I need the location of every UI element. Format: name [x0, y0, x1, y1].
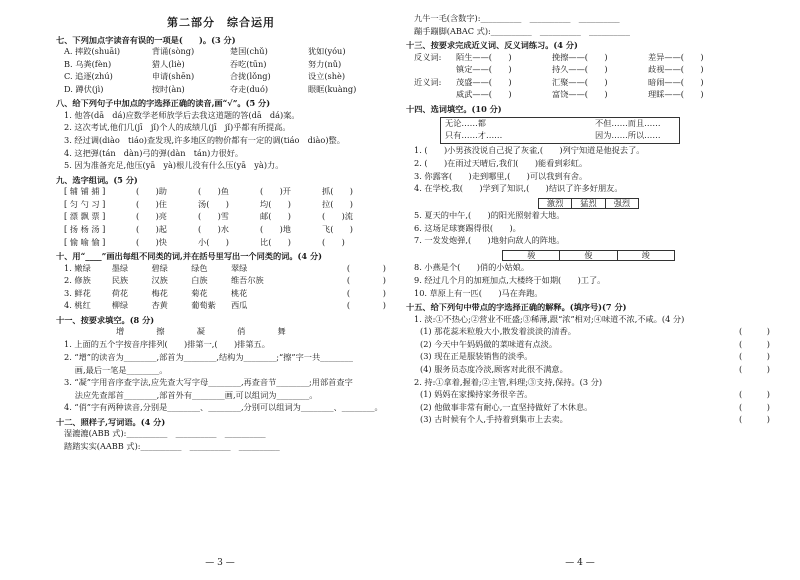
q10-word: 白族 — [191, 275, 208, 286]
word-option: 强烈 — [605, 198, 639, 209]
q9-char-group: [ 愉 喻 愉 ] — [64, 236, 106, 247]
q13-row — [414, 65, 770, 78]
q9-char-group: [ 漂 飘 票 ] — [64, 211, 106, 222]
q9-blank-word: 邮( ) — [260, 211, 291, 222]
q11-line: 画,最后一笔是________。 — [64, 364, 168, 375]
q11-line: 3. “凝”字用音序查字法,应先查大写字母________,再查音节________;用部首查字 — [64, 377, 353, 388]
q7-option-word: 申请(shēn) — [151, 71, 195, 82]
q9-row — [64, 187, 386, 200]
q13-word-pair: 歧视——( ) — [648, 64, 704, 75]
q9-char-group: [ 扬 杨 汤 ] — [64, 224, 106, 235]
char-option: 俊 — [559, 250, 617, 261]
q15-item — [420, 327, 770, 340]
q10-word: 3. 鲜花 — [64, 287, 91, 298]
q7-option-word: 夺走(duó) — [229, 83, 269, 94]
q15-sentence: (2) 今天中午妈妈做的菜味道有点淡。 — [420, 338, 558, 349]
q13-heading: 十三、按要求完成近义词、反义词练习。(4 分) — [406, 40, 578, 51]
q10-row — [64, 276, 386, 289]
q8-sentence: 1. 他答(dā dá)应数学老师放学后去我这道题的答(dā dá)案。 — [64, 109, 300, 120]
q12-line: 湿漉漉(ABB 式):__________ __________ __________ — [64, 428, 266, 439]
q15-item — [420, 415, 770, 428]
q15-sentence: (4) 服务员态度冷淡,顾客对此很不满意。 — [420, 363, 568, 374]
q10-heading: 十、用“____”画出每组不同类的词,并在括号里写出一个同类的词。(4 分) — [56, 251, 323, 262]
q10-word: 桃花 — [230, 287, 248, 298]
q8-heading: 八、给下列句子中加点的字选择正确的读音,画“√”。(5 分) — [56, 98, 271, 109]
q10-answer-blank: ( ) — [346, 287, 386, 298]
q14-sentence: 2. ( )在雨过天晴后,我们( )能看到彩虹。 — [414, 158, 588, 168]
q9-blank-word: 均( ) — [260, 198, 291, 209]
q11-characters: 增 擦 凝 俏 舞 — [116, 326, 298, 337]
q8-sentence: 2. 这次考试,他们几(jī jǐ)个人的成绩几(jī jǐ)乎都有所提高。 — [64, 122, 291, 133]
q10-answer-blank: ( ) — [346, 275, 386, 286]
q14-sentence: 1. ( )小男孩没说自己捉了灰雀,( )列宁知道是他捉去了。 — [414, 145, 645, 156]
q9-blank-word: 比( ) — [260, 236, 291, 247]
q13-word-pair: 威武——( ) — [456, 89, 512, 100]
q10-word: 2. 修族 — [64, 275, 91, 286]
q9-blank-word: ( )水 — [198, 224, 229, 235]
q13-word-pair: 富饶——( ) — [552, 89, 608, 100]
q9-blank-word: 抓( ) — [322, 186, 353, 197]
q14-sentence: 7. 一发发炮弹,( )地射向敌人的阵地。 — [414, 235, 565, 246]
q10-word: 荷花 — [111, 287, 129, 298]
word-choice-box-c — [406, 250, 770, 261]
q15-sentence: (2) 他做事非常有耐心,一直坚持做好了木休息。 — [420, 401, 593, 412]
char-option: 骏 — [502, 250, 560, 261]
q10-word: 绿色 — [191, 262, 208, 273]
q10-answer-blank: ( ) — [346, 262, 386, 273]
word-option: 激烈 — [538, 198, 572, 209]
q12-line: 踏踏实实(AABB 式):__________ __________ __________ — [64, 441, 280, 452]
q14-sentence: 6. 这场足球赛踢得很( )。 — [414, 222, 521, 233]
q9-blank-word: ( )开 — [260, 186, 291, 197]
q10-word: 葡萄紫 — [191, 300, 216, 311]
q11-line: 4. “俏”字有两种读音,分别是________、________,分别可以组词为________、________。 — [64, 402, 383, 413]
q10-word: 菊花 — [191, 287, 208, 298]
q8-sentence: 5. 因为准备充足,他压(yā yà)根儿没有什么压(yā yà)力。 — [64, 160, 284, 171]
q10-word: 柳绿 — [111, 300, 129, 311]
q9-blank-word: ( )亮 — [136, 211, 167, 222]
q10-word: 民族 — [111, 275, 129, 286]
q8-sentence: 4. 这把弹(tán dàn)弓的弹(dàn tán)力很好。 — [64, 147, 244, 158]
q13-word-pair: 镇定——( ) — [456, 64, 512, 75]
q14-heading: 十四、选词填空。(10 分) — [406, 103, 502, 114]
page-number-4: — 4 — — [565, 557, 595, 568]
page-title: 第二部分 综合运用 — [167, 16, 275, 29]
q9-blank-word: ( )住 — [136, 198, 167, 209]
q10-row — [64, 301, 386, 314]
q10-word: 4. 桃红 — [64, 300, 91, 311]
q10-word: 杏黄 — [151, 300, 168, 311]
q11-heading: 十一、按要求填空。(8 分) — [56, 315, 155, 326]
q7-option-word: B. 乌粪(fèn) — [64, 58, 112, 69]
conjunction-pair: 因为……所以…… — [595, 129, 661, 140]
q9-blank-word: ( )地 — [260, 224, 291, 235]
q9-row — [64, 238, 386, 251]
q7-option-word: 合拢(lǒng) — [229, 71, 271, 82]
q15-item — [420, 365, 770, 378]
q7-option-word: 设立(shè) — [307, 71, 346, 82]
q7-option-word: A. 摔跤(shuāi) — [64, 46, 121, 57]
q14-sentence: 4. 在学校,我( )学到了知识,( )结识了许多好朋友。 — [414, 183, 623, 194]
page-number-3: — 3 — — [205, 557, 235, 568]
q7-option-word: 按时(àn) — [151, 83, 185, 94]
conjunction-pair: 无论……都 — [445, 118, 486, 129]
q15-sentence: (1) 妈妈在家操持家务很辛苦。 — [420, 389, 533, 400]
q12-continued-line: 九牛一毛(含数字):__________ __________ __________ — [414, 13, 620, 23]
q15-item — [420, 390, 770, 403]
q9-row — [64, 225, 386, 238]
q10-word: 墨绿 — [111, 262, 129, 273]
q7-option-row — [64, 85, 386, 98]
q15-answer-blank: ( ) — [739, 401, 770, 412]
q9-blank-word: 飞( ) — [322, 224, 353, 235]
q9-blank-word: 小( ) — [198, 236, 229, 247]
q15-answer-blank: ( ) — [739, 414, 770, 425]
q15-sentence: (3) 古时候有个人,手持着到集市上去卖。 — [420, 414, 568, 425]
q7-option-row — [64, 47, 386, 60]
q15-definition-1: 1. 淡:①不热心;②营业不旺盛;③稀薄,跟“浓”相对;④味道不浓,不咸。(4 分) — [414, 313, 685, 324]
q9-char-group: [ 辅 铺 捕 ] — [64, 186, 106, 197]
q11-line: 法应先查部首________,部首外有________画,可以组词为________。 — [64, 389, 318, 400]
q8-sentence: 3. 经过调(diào tiáo)查发现,许多地区的物价都有一定的调(tiáo diào)整。 — [64, 135, 345, 146]
q9-blank-word: 拉( ) — [322, 198, 353, 209]
q7-option-word: 眼眶(kuàng) — [307, 83, 357, 94]
q9-blank-word: ( )流 — [322, 211, 353, 222]
q15-sentence: (1) 那花蕊米粒般大小,散发着淡淡的清香。 — [420, 326, 576, 337]
word-choice-box-b — [406, 198, 770, 209]
conjunction-pair: 不但……而且…… — [595, 118, 661, 129]
q9-blank-word: ( )起 — [136, 224, 167, 235]
q7-option-word: 背诵(sòng) — [151, 46, 195, 57]
q15-answer-blank: ( ) — [739, 389, 770, 400]
q9-blank-word: ( )雪 — [198, 211, 229, 222]
q15-answer-blank: ( ) — [739, 351, 770, 362]
q15-answer-blank: ( ) — [739, 363, 770, 374]
q7-option-row — [64, 72, 386, 85]
q7-option-word: 猎人(liè) — [151, 58, 185, 69]
q10-answer-blank: ( ) — [346, 300, 386, 311]
q11-line: 2. “增”的读音为________,部首为________,结构为________;“擦”字一共________ — [64, 352, 353, 363]
q7-heading: 七、下列加点字读音有误的一项是( )。(3 分) — [56, 34, 236, 45]
q13-row — [414, 90, 770, 103]
q10-word: 西瓜 — [230, 300, 248, 311]
q14-sentence: 3. 你露客( )走到哪里,( )可以我到有舍。 — [414, 170, 588, 181]
q13-word-pair: 理睬——( ) — [648, 89, 704, 100]
q14-sentence: 5. 夏天的中午,( )的阳光照射着大地。 — [414, 210, 565, 221]
q7-option-word: 犹如(yóu) — [307, 46, 346, 57]
q14-sentence: 10. 草原上有一匹( )马在奔跑。 — [414, 287, 543, 298]
q10-word: 翠绿 — [230, 262, 248, 273]
conjunction-row — [445, 131, 675, 143]
q13-word-pair: 差异——( ) — [648, 51, 704, 62]
q7-option-word: 吞吃(tūn) — [229, 58, 267, 69]
q9-blank-word: ( )快 — [136, 236, 167, 247]
q13-word-pair: 暗闹——( ) — [648, 76, 704, 87]
q13-word-pair: 挽擦——( ) — [552, 51, 608, 62]
q10-word: 汉族 — [151, 275, 168, 286]
conjunction-box — [440, 117, 680, 144]
q13-label — [414, 90, 456, 103]
q15-definition-2: 2. 持:①拿着,握着;②主管,料理;③支持,保持。(3 分) — [414, 376, 603, 387]
q13-label: 近义词: — [414, 76, 442, 87]
q9-blank-word: ( )鱼 — [198, 186, 229, 197]
q9-heading: 九、选字组词。(5 分) — [56, 174, 138, 185]
q7-option-word: 楚国(chǔ) — [229, 46, 268, 57]
q15-sentence: (3) 现在正是服装销售的淡季。 — [420, 351, 533, 362]
q10-word: 碧绿 — [151, 262, 168, 273]
q11-line: 1. 上面的五个字按音序排列( )排第一,( )排第五。 — [64, 339, 270, 350]
q9-blank-word: ( ) — [322, 236, 345, 247]
q15-answer-blank: ( ) — [739, 338, 770, 349]
q13-word-pair: 持久——( ) — [552, 64, 608, 75]
q14-sentence: 8. 小燕是个( )俏的小姑娘。 — [414, 262, 530, 273]
q12-continued-line: 蹦手蹦脚(ABAC 式):__________ __________ __________ — [414, 25, 630, 36]
right-page — [400, 0, 800, 580]
q13-label: 反义词: — [414, 51, 442, 62]
word-option: 猛烈 — [571, 198, 605, 209]
q13-word-pair: 陌生——( ) — [456, 51, 512, 62]
q10-word: 1. 嫩绿 — [64, 262, 91, 273]
q14-sentence: 9. 经过几个月的加班加点,大楼终于如期( )工了。 — [414, 275, 606, 285]
q9-blank-word: ( )助 — [136, 186, 167, 197]
q12-heading: 十二、照样子,写词语。(4 分) — [56, 417, 166, 427]
q9-char-group: [ 匀 勺 习 ] — [64, 198, 106, 209]
q7-option-word: 努力(nǔ) — [307, 58, 342, 69]
q9-blank-word: 汤( ) — [198, 198, 229, 209]
q10-word: 维吾尔族 — [230, 275, 264, 286]
q13-label — [414, 65, 456, 78]
q10-word: 梅花 — [151, 287, 168, 298]
q7-option-word: C. 追逐(zhú) — [64, 71, 113, 82]
q15-heading: 十五、给下列句中带点的字选择正确的解释。(填序号)(7 分) — [406, 302, 627, 313]
q15-answer-blank: ( ) — [739, 326, 770, 337]
conjunction-pair: 只有……才…… — [445, 129, 503, 140]
q13-word-pair: 茂盛——( ) — [456, 76, 512, 87]
q13-word-pair: 汇聚——( ) — [552, 76, 608, 87]
char-option: 竣 — [617, 250, 675, 261]
q7-option-word: D. 蹲伏(jì) — [64, 83, 104, 94]
